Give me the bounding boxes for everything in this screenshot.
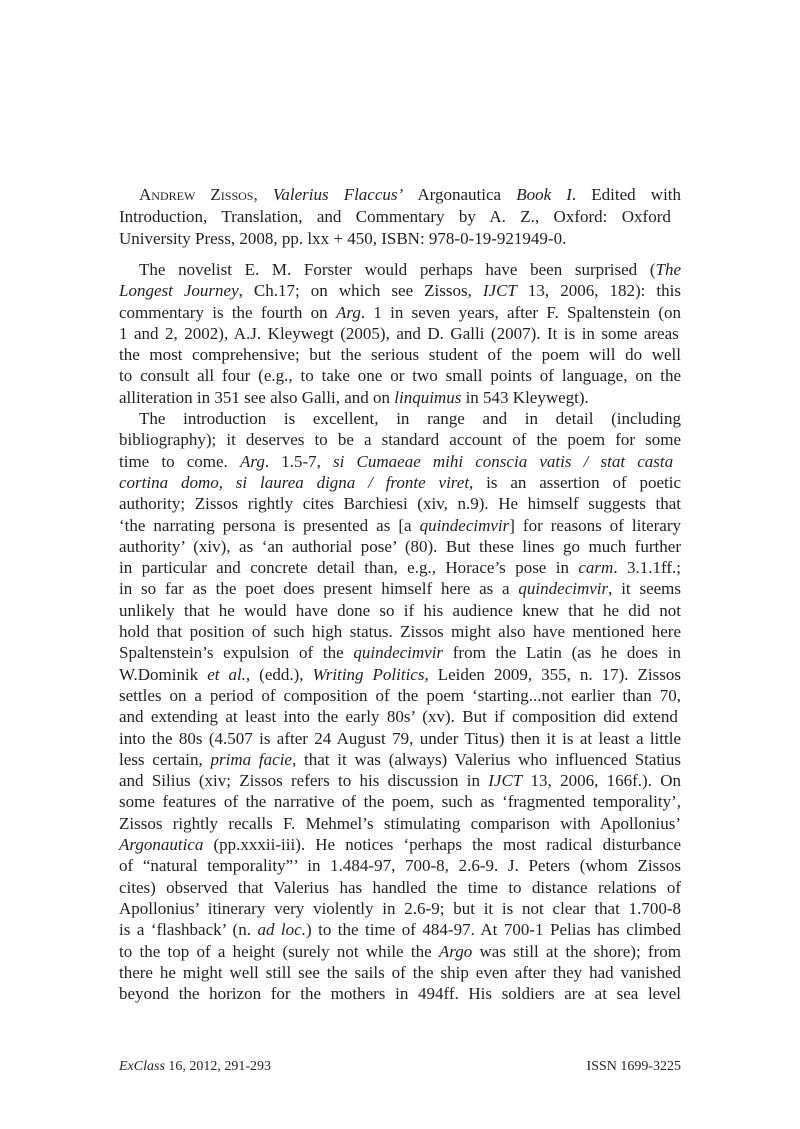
italic-text: ad loc. [257,920,306,940]
text-line [119,429,681,450]
text-run: 13, 2006, 166f.). On [522,771,681,791]
text-run: less certain, [119,749,211,769]
text-run: bibliography); it deserves to be a standard account of the poem for some [119,430,681,450]
text-run: unlikely that he would have done so if his audience knew that he did not [119,600,681,620]
text-run: cites) observed that Valerius has handled the time to distance relations of [119,877,681,897]
text-run: beyond the horizon for the mothers in 494ff. His soldiers are at sea level [119,984,681,1004]
footer-journal-name: ExClass [119,1059,165,1074]
text-run: . 3.1.1ff.; [613,558,681,578]
text-line [119,749,681,770]
text-line [119,983,681,1004]
text-run: W.Dominik [119,664,208,684]
text-line [119,323,681,344]
review-body [119,259,681,1004]
paragraph [119,408,681,1004]
text-run: ‘the narrating persona is presented as [a [119,515,420,535]
text-line [119,600,681,621]
text-run: some features of the narrative of the poem, such as ‘fragmented temporality’, [119,792,681,812]
text-run: Introduction, Translation, and Commentary by A. Z., Oxford: Oxford [119,207,671,226]
text-run: The introduction is excellent, in range and in detail (including [139,409,681,429]
italic-text: quindecimvir [419,515,510,535]
text-run: University Press, 2008, pp. lxx + 450, ISBN: 978-0-19-921949-0. [119,229,567,248]
italic-text: Valerius Flaccus’ [272,185,404,204]
text-run: is a ‘flashback’ (n. [119,920,258,940]
text-line [119,770,681,791]
text-run: authority’ (xiv), as ‘an authorial pose’ (80). But these lines go much further [119,536,681,556]
text-line [119,344,681,365]
text-run: , Leiden 2009, 355, n. 17). Zissos [424,664,681,684]
text-run: , [253,185,273,204]
text-line [119,408,681,429]
text-run: . Edited with [571,185,682,204]
author-name: Andrew Zissos [139,185,254,204]
text-run: , it seems [608,579,682,599]
italic-text: cortina domo, si laurea digna / fronte viret [119,472,470,492]
text-line [119,451,681,472]
text-line [119,515,681,536]
text-line [119,557,681,578]
paragraph [119,259,681,408]
italic-text: Arg [239,451,265,471]
text-line [119,280,681,301]
text-run: the most comprehensive; but the serious student of the poem will do well [119,345,681,365]
text-run: Spaltenstein’s expulsion of the [119,643,354,663]
italic-text: quindecimvir [518,579,609,599]
text-run: settles on a period of composition of the poem ‘starting...not earlier than 70, [119,685,681,705]
text-run: and Silius (xiv; Zissos refers to his discussion in [119,771,489,791]
text-run: into the 80s (4.507 is after 24 August 79, under Titus) then it is at least a little [119,728,681,748]
text-run: 13, 2006, 182): this [516,281,681,301]
italic-text: carm [578,558,614,578]
text-run: ) to the time of 484-97. At 700-1 Pelias has climbed [305,920,681,940]
text-line [119,706,681,727]
text-line [119,621,681,642]
text-run: in so far as the poet does present himself here as a [119,579,519,599]
text-run: to consult all four (e.g., to take one or two small points of language, on the [119,366,681,386]
text-run: authority; Zissos rightly cites Barchiesi (xiv, n.9). He himself suggests that [119,494,681,514]
text-run: , (edd.), [245,664,313,684]
italic-text: IJCT [482,281,517,301]
text-run: , Ch.17; on which see Zissos, [238,281,483,301]
italic-text: et al. [207,664,246,684]
text-run: and extending at least into the early 80s’ (xv). But if composition did extend [119,707,678,727]
text-run: in 543 Kleywegt). [461,387,589,407]
text-run: . 1 in seven years, after F. Spaltenstein (on [360,302,681,322]
text-line [119,302,681,323]
text-line [119,877,681,898]
footer-volume-pages: 16, 2012, 291-293 [164,1059,272,1074]
italic-text: prima facie [210,749,292,769]
text-line [119,387,681,408]
text-run: Zissos rightly recalls F. Mehmel’s stimulating comparison with Apollonius’ [119,813,681,833]
text-run: was still at the shore); from [472,941,681,961]
italic-text: Book I [516,185,572,204]
text-line [119,228,681,250]
text-line [119,259,681,280]
text-run: alliteration in 351 see also Galli, and on [119,387,395,407]
text-line [119,834,681,855]
text-run: commentary is the fourth on [119,302,336,322]
text-line [119,184,681,206]
text-run: to the top of a height (surely not while the [119,941,439,961]
text-run: of “natural temporality”’ in 1.484-97, 700-8, 2.6-9. J. Peters (whom Zissos [119,856,681,876]
text-line [119,664,681,685]
text-run: Apollonius’ itinerary very violently in 2.6-9; but it is not clear that 1.700-8 [119,898,681,918]
text-run: 1 and 2, 2002), A.J. Kleywegt (2005), and D. Galli (2007). It is in some areas [119,323,679,343]
text-line [119,855,681,876]
text-line [119,536,681,557]
text-run: , is an assertion of poetic [469,472,682,492]
text-run: . 1.5-7, [264,451,334,471]
text-line [119,578,681,599]
italic-text: Writing Politics [312,664,425,684]
text-line [119,206,681,228]
footer-citation [119,1059,271,1075]
text-run: The novelist E. M. Forster would perhaps have been surprised ( [139,260,656,279]
italic-text: The [655,260,681,279]
text-line [119,813,681,834]
text-line [119,728,681,749]
italic-text: Argonautica [119,835,204,855]
text-line [119,472,681,493]
text-line [119,919,681,940]
text-run: time to come. [119,451,240,471]
italic-text: Arg [335,302,361,322]
review-citation-header [119,184,681,250]
text-line [119,941,681,962]
text-line [119,791,681,812]
italic-text: Longest Journey [119,281,239,301]
italic-text: linquimus [394,387,462,407]
footer-issn: ISSN 1699-3225 [586,1059,681,1074]
italic-text: IJCT [488,771,523,791]
text-line [119,898,681,919]
italic-text: Argo [438,941,473,961]
text-run: in particular and concrete detail than, e.g., Horace’s pose in [119,558,579,578]
text-run: there he might well still see the sails of the ship even after they had vanished [119,962,681,982]
text-run: ] for reasons of literary [509,515,682,535]
text-run: from the Latin (as he does in [443,643,681,663]
text-line [119,642,681,663]
text-line [119,365,681,386]
italic-text: quindecimvir [353,643,444,663]
text-line [119,493,681,514]
text-run: Argonautica [403,185,517,204]
italic-text: si Cumaeae mihi conscia vatis / stat casta [333,451,674,471]
text-line [119,685,681,706]
page-footer [119,1059,681,1075]
text-run: hold that position of such high status. Zissos might also have mentioned here [119,622,681,642]
text-run: (pp.xxxii-iii). He notices ‘perhaps the most radical disturbance [203,835,681,855]
text-line [119,962,681,983]
text-run: , that it was (always) Valerius who influenced Statius [291,749,682,769]
